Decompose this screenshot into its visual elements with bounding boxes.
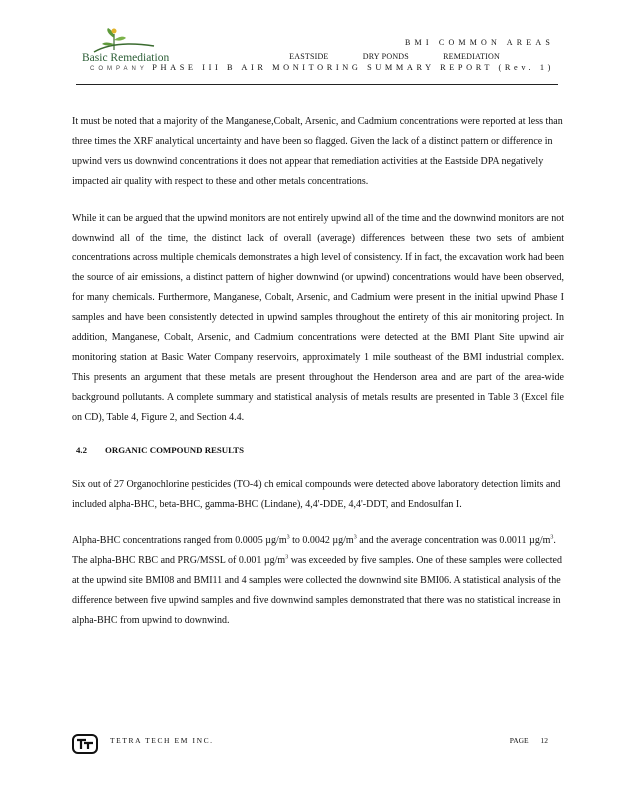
- logo-company-name: Basic Remediation: [82, 52, 170, 64]
- footer-page-label: PAGE: [509, 736, 529, 745]
- tetra-tech-logo-icon: [72, 734, 98, 754]
- section-title: ORGANIC COMPOUND RESULTS: [105, 444, 244, 455]
- plant-logo-icon: [88, 26, 158, 54]
- page-footer: [72, 732, 548, 756]
- header-title-line2: [257, 52, 500, 61]
- header-title-line3: PHASE III B AIR MONITORING SUMMARY REPORT (Rev. 1): [152, 63, 554, 72]
- logo-company-sub: COMPANY: [90, 66, 148, 72]
- footer-page-number: 12: [540, 736, 548, 745]
- footer-page: [500, 736, 548, 745]
- section-heading: [76, 445, 564, 455]
- header-dry-ponds: DRY PONDS: [362, 52, 409, 61]
- section-number: 4.2: [76, 444, 87, 455]
- header-eastside: EASTSIDE: [289, 52, 329, 61]
- paragraph-2: While it can be argued that the upwind monitors are not entirely upwind all of the time and the downwind monitors are not downwind all of the time, the distinct lack of overall (average) differences between these two sets of ambient concentrations across multiple chemicals demonstrates a high level of consistency. If in fact, the excavation work had been the source of air emissions, a distinct pattern of higher downwind (or upwind) concentrations would have been observed, for many chemicals. Furthermore, Manganese, Cobalt, Arsenic, and Cadmium were present in the initial upwind Phase I samples and have been consistently detected in upwind samples throughout the entirety of this air monitoring project. In addition, Manganese, Cobalt, Arsenic, and Cadmium concentrations were detected at the BMI Plant Site upwind air monitoring station at Basic Water Company reservoirs, approximately 1 mile southeast of the BMI industrial complex. This presents an argument that these metals are present throughout the Henderson area and are part of the area-wide background pollutants. A complete summary and statistical analysis of metals results are presented in Table 3 (Excel file on CD), Table 4, Figure 2, and Section 4.4.: [72, 212, 564, 423]
- document-body: [72, 112, 564, 648]
- paragraph-4: Alpha-BHC concentrations ranged from 0.0005 $\mu g/m^3$ to 0.0042 $\mu g/m^3$ and the average concentration was 0.0011 $\mu g/m^3$. The alpha-BHC RBC and PRG/MSSL of 0.001 $\mu g/m^3$ was exceeded by five samples. One of these samples were collected at the upwind site BMI08 and BMI11 and 4 samples were collected the downwind site BMI06. A statistical analysis of the difference between five upwind samples and five downwind samples demonstrated that there was no statistical increase in alpha-BHC from upwind to downwind.: [72, 535, 562, 627]
- paragraph-3: Six out of 27 Organochlorine pesticides (TO-4) ch emical compounds were detected above laboratory detection limits and included alpha-BHC, beta-BHC, gamma-BHC (Lindane), 4,4'-DDE, 4,4'-DDT, and Endosulfan I.: [72, 478, 561, 510]
- paragraph-1: It must be noted that a majority of the Manganese,Cobalt, Arsenic, and Cadmium concentrations were reported at less than three times the XRF analytical uncertainty and have been so flagged. Given the lack of a distinct pattern or difference in upwind vers us downwind concentrations it does not appear that remediation activities at the Eastside DPA negatively impacted air quality with respect to these and other metals concentrations.: [72, 116, 563, 187]
- header-title-line1: BMI COMMON AREAS: [405, 38, 554, 47]
- footer-company: TETRA TECH EM INC.: [110, 736, 214, 745]
- header-rule: [76, 84, 558, 85]
- header-remediation: REMEDIATION: [443, 52, 500, 61]
